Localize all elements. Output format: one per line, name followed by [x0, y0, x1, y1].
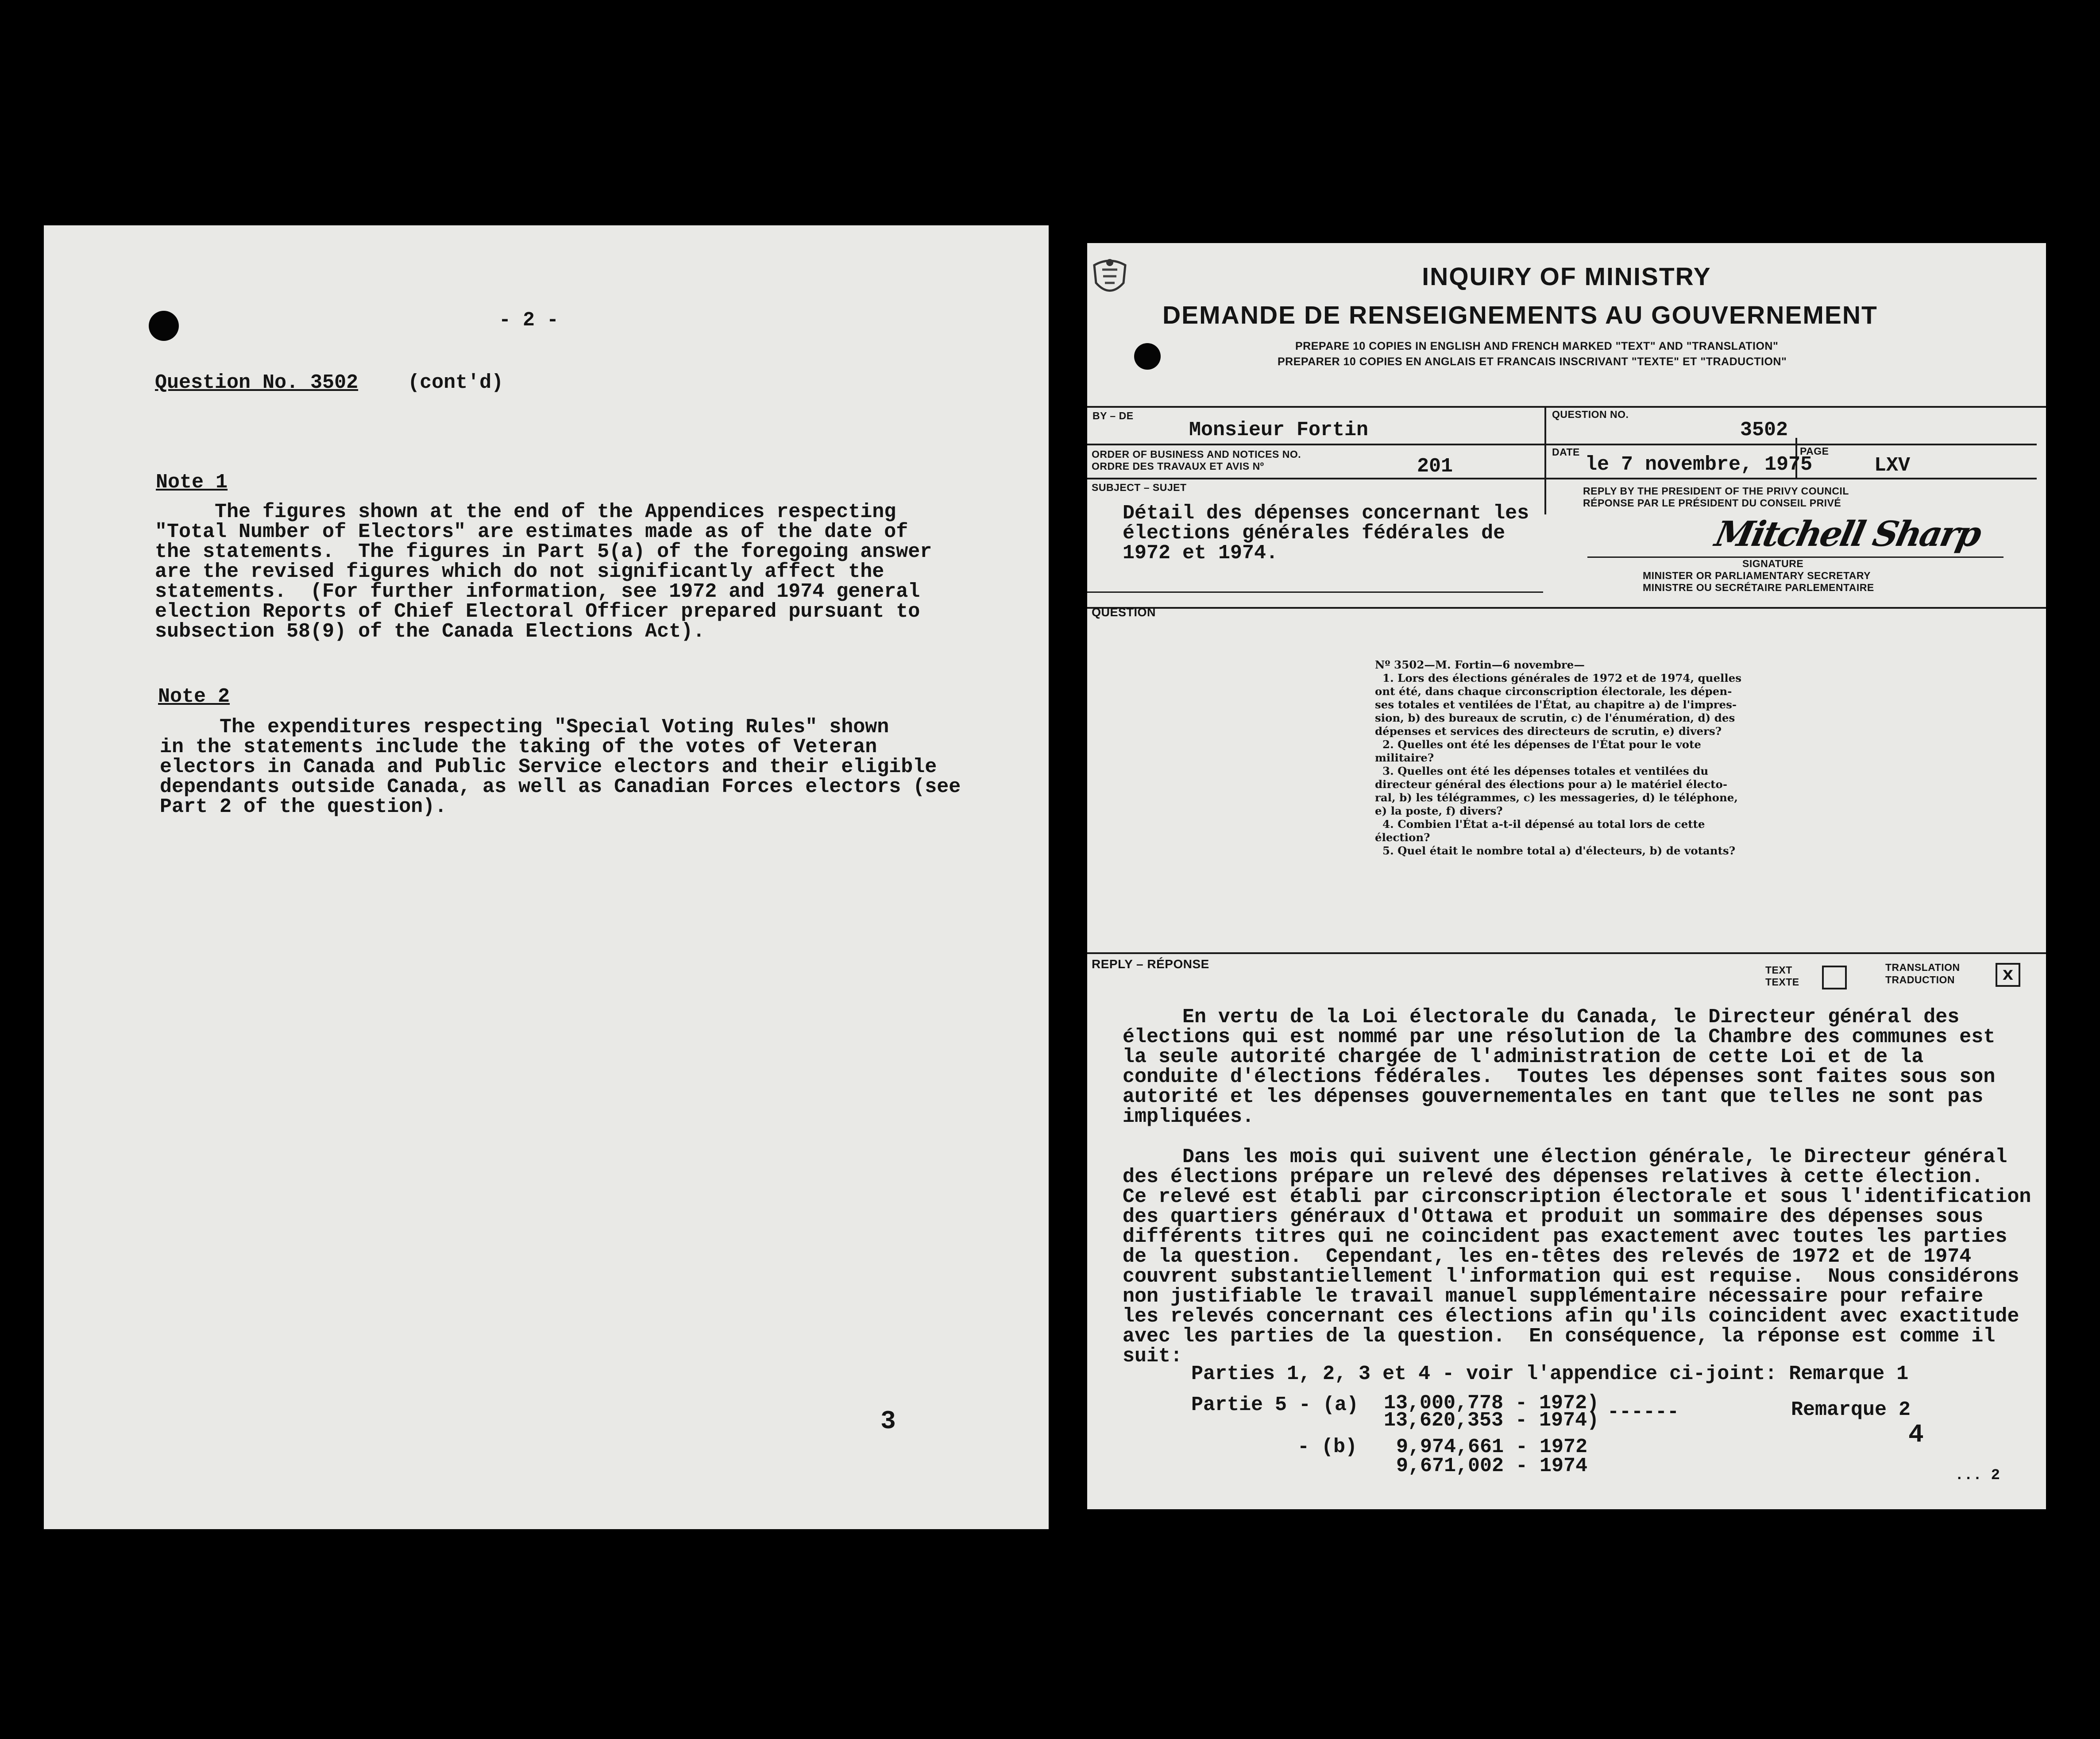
note1-body — [155, 502, 932, 641]
part5b-label: - (b) — [1297, 1436, 1358, 1458]
instruction-en: PREPARE 10 COPIES IN ENGLISH AND FRENCH MARKED "TEXT" AND "TRANSLATION" — [1295, 340, 1779, 352]
translation-label-fr: TRADUCTION — [1885, 974, 1955, 985]
question-clipping-line: 3. Quelles ont été les dépenses totales et ventilées du — [1375, 765, 1709, 777]
question-clipping-line: e) la poste, f) divers? — [1375, 804, 1503, 817]
text-label-fr: TEXTE — [1765, 976, 1799, 988]
reply-line: autorité et les dépenses gouvernementales en tant que telles ne sont pas — [1123, 1086, 1984, 1108]
subject-line: 1972 et 1974. — [1123, 542, 1278, 564]
sheet-number: 3 — [880, 1407, 896, 1436]
note1-line: are the revised figures which do not significantly affect the — [155, 560, 884, 583]
question-clipping-line: sion, b) des bureaux de scrutin, c) de l'énumération, d) des — [1375, 711, 1735, 724]
question-clipping-line: élection? — [1375, 831, 1430, 844]
reply-line: impliquées. — [1123, 1105, 1255, 1128]
question-clipping — [1375, 658, 1741, 858]
note2-line: Part 2 of the question). — [160, 796, 447, 818]
note1-heading: Note 1 — [156, 471, 228, 494]
translation-label-en: TRANSLATION — [1885, 962, 1960, 973]
part5a-1972: 13,000,778 - 1972) — [1384, 1392, 1599, 1414]
question-no-value: 3502 — [1740, 419, 1788, 441]
reply-line: élections qui est nommé par une résolution de la Chambre des communes est — [1123, 1026, 1996, 1048]
reply-label: REPLY – RÉPONSE — [1092, 957, 1209, 971]
note1-line: statements. (For further information, see 1972 and 1974 general — [155, 580, 920, 603]
note2-line: electors in Canada and Public Service electors and their eligible — [160, 756, 937, 778]
order-label-fr: ORDRE DES TRAVAUX ET AVIS Nº — [1092, 460, 1264, 472]
by-label: BY – DE — [1092, 410, 1134, 421]
text-label-en: TEXT — [1765, 964, 1792, 976]
question-clipping-line: directeur général des élections pour a) le matériel électo- — [1375, 778, 1727, 791]
question-clipping-line: 1. Lors des élections générales de 1972 et de 1974, quelles — [1375, 672, 1742, 684]
reply-paragraph-1 — [1123, 1007, 1995, 1127]
note1-line: subsection 58(9) of the Canada Elections Act). — [155, 620, 705, 643]
page-label: PAGE — [1800, 445, 1829, 457]
reply-line: les relevés concernant ces élections afin qu'ils coincident avec exactitude — [1123, 1305, 2019, 1328]
sheet-number: 4 — [1908, 1421, 1924, 1449]
note2-heading: Note 2 — [158, 685, 230, 708]
reply-paragraph-2 — [1123, 1147, 2031, 1366]
reply-line: non justifiable le travail manuel supplémentaire nécessaire pour refaire — [1123, 1285, 1984, 1308]
title-fr: DEMANDE DE RENSEIGNEMENTS AU GOUVERNEMENT — [1162, 301, 1878, 329]
subject-label: SUBJECT – SUJET — [1092, 482, 1187, 493]
contd-label: (cont'd) — [408, 371, 504, 394]
order-label-en: ORDER OF BUSINESS AND NOTICES NO. — [1092, 448, 1301, 460]
note2-line: in the statements include the taking of the votes of Veteran — [160, 736, 877, 758]
reply-line: Ce relevé est établi par circonscription électorale et sous l'identification — [1123, 1186, 2031, 1208]
note2-line: The expenditures respecting "Special Voting Rules" shown — [160, 716, 889, 738]
instruction-fr: PREPARER 10 COPIES EN ANGLAIS ET FRANCAIS INSCRIVANT "TEXTE" ET "TRADUCTION" — [1278, 356, 1787, 368]
question-clipping-line: 4. Combien l'État a-t-il dépensé au total lors de cette — [1375, 818, 1705, 831]
note1-line: the statements. The figures in Part 5(a) of the foregoing answer — [155, 541, 932, 563]
subject-line: élections générales fédérales de — [1123, 522, 1506, 545]
question-clipping-line: ses totales et ventilées de l'État, au chapitre a) de l'impres- — [1375, 698, 1737, 711]
reply-line: avec les parties de la question. En conséquence, la réponse est comme il — [1123, 1325, 1996, 1348]
note2-line: dependants outside Canada, as well as Canadian Forces electors (see — [160, 776, 961, 798]
question-heading — [155, 373, 503, 393]
signature: Mitchell Sharp — [1711, 514, 1984, 554]
question-label: QUESTION — [1092, 606, 1156, 619]
question-clipping-line: dépenses et services des directeurs de scrutin, e) divers? — [1375, 725, 1722, 738]
question-clipping-line: Nº 3502—M. Fortin—6 novembre— — [1375, 658, 1585, 671]
reply-line: différents titres qui ne coincident pas exactement avec toutes les parties — [1123, 1225, 2007, 1248]
reply-line: des quartiers généraux d'Ottawa et produit un sommaire des dépenses sous — [1123, 1206, 1984, 1228]
reply-by-en: REPLY BY THE PRESIDENT OF THE PRIVY COUNCIL — [1583, 485, 1849, 497]
minister-fr: MINISTRE OU SECRÉTAIRE PARLEMENTAIRE — [1643, 582, 1874, 593]
note2-body — [160, 717, 961, 817]
note1-line: "Total Number of Electors" are estimates made as of the date of — [155, 521, 908, 543]
signature-label: SIGNATURE — [1742, 558, 1804, 569]
part5b-1974: 9,671,002 - 1974 — [1396, 1455, 1588, 1477]
reply-line: de la question. Cependant, les en-têtes des relevés de 1972 et de 1974 — [1123, 1245, 1972, 1268]
reply-line: des élections prépare un relevé des dépenses relatives à cette élection. — [1123, 1166, 1984, 1188]
question-no-label: QUESTION NO. — [1552, 409, 1629, 420]
reply-by-fr: RÉPONSE PAR LE PRÉSIDENT DU CONSEIL PRIVÉ — [1583, 497, 1841, 509]
part5a-1974: 13,620,353 - 1974) — [1384, 1409, 1599, 1432]
page-value: LXV — [1874, 454, 1911, 477]
continued-marker: ... 2 — [1955, 1467, 2000, 1484]
question-number: Question No. 3502 — [155, 371, 359, 394]
page-number: - 2 - — [499, 309, 559, 332]
title-en: INQUIRY OF MINISTRY — [1422, 263, 1711, 291]
reply-line: couvrent substantiellement l'information qui est requise. Nous considérons — [1123, 1265, 2019, 1288]
left-page — [44, 225, 1049, 1529]
reply-line: conduite d'élections fédérales. Toutes les dépenses sont faites sous son — [1123, 1066, 1996, 1088]
part5a-dashes: ------ — [1607, 1401, 1679, 1423]
subject-line: Détail des dépenses concernant les — [1123, 502, 1529, 525]
subject-value — [1123, 503, 1529, 563]
parts-1-4: Parties 1, 2, 3 et 4 - voir l'appendice ci-joint: Remarque 1 — [1191, 1363, 1909, 1385]
right-page — [1087, 243, 2046, 1509]
part5b-1972: 9,974,661 - 1972 — [1396, 1436, 1588, 1458]
punch-hole — [1134, 343, 1161, 370]
note1-line: The figures shown at the end of the Appendices respecting — [155, 501, 896, 523]
translation-checkbox — [1996, 963, 2020, 987]
reply-line: suit: — [1123, 1345, 1183, 1368]
text-checkbox — [1822, 966, 1847, 989]
note1-line: election Reports of Chief Electoral Officer prepared pursuant to — [155, 600, 920, 623]
question-clipping-line: ral, b) les télégrammes, c) les messageries, d) le téléphone, — [1375, 791, 1738, 804]
reply-line: En vertu de la Loi électorale du Canada, le Directeur général des — [1123, 1006, 1960, 1028]
order-value: 201 — [1417, 455, 1453, 478]
question-clipping-line: militaire? — [1375, 751, 1434, 764]
part5-label: Partie 5 - (a) — [1191, 1394, 1359, 1416]
remark-2: Remarque 2 — [1791, 1399, 1911, 1421]
minister-en: MINISTER OR PARLIAMENTARY SECRETARY — [1643, 570, 1871, 581]
question-clipping-line: 5. Quel était le nombre total a) d'électeurs, b) de votants? — [1375, 844, 1736, 857]
punch-hole — [149, 311, 179, 341]
date-value: le 7 novembre, 1975 — [1585, 453, 1813, 476]
reply-line: Dans les mois qui suivent une élection générale, le Directeur général — [1123, 1146, 2007, 1168]
translation-check-mark: x — [2002, 964, 2014, 985]
reply-line: la seule autorité chargée de l'administration de cette Loi et de la — [1123, 1046, 1924, 1068]
question-clipping-line: 2. Quelles ont été les dépenses de l'État pour le vote — [1375, 738, 1702, 751]
question-clipping-line: ont été, dans chaque circonscription électorale, les dépen- — [1375, 685, 1732, 698]
date-label: DATE — [1552, 446, 1580, 458]
by-value: Monsieur Fortin — [1189, 419, 1369, 441]
